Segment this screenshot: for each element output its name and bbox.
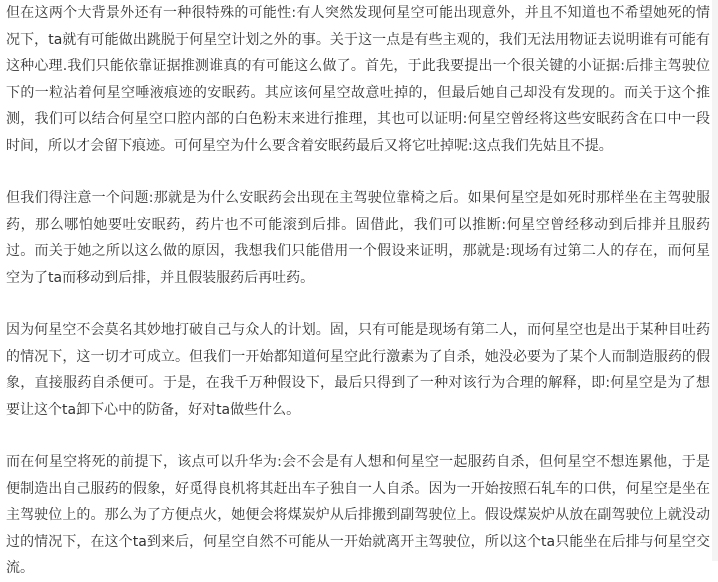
paragraph-1: 但在这两个大背景外还有一种很特殊的可能性:有人突然发现何星空可能出现意外，并且不知道也不希望她死的情况下，ta就有可能做出跳脱于何星空计划之外的事。关于这一点是有些主观的，我们无法用物证去说明谁有可能有这种心理.我们只能依靠证据推测谁真的有可能这么做了。首先，于此我要提出一个很关键的小证据:后排主驾驶位下的一粒沾着何星空唾液痕迹的安眠药。其应该何星空故意吐掉的，但最后她自己却没有发现的。而关于这个推测，我们可以结合何星空口腔内部的白色粉末来进行推理，其也可以证明:何星空曾经将这些安眠药含在口中一段时间，所以才会留下痕迹。可何星空为什么要含着安眠药最后又将它吐掉呢:这点我们先姑且不提。 xyxy=(6,5,710,154)
paragraph-spacer xyxy=(6,423,710,449)
scrollbar-track[interactable] xyxy=(712,0,718,561)
paragraph-4: 而在何星空将死的前提下，该点可以升华为:会不会是有人想和何星空一起服药自杀，但何星空不想连累他，于是便制造出自己服药的假象，好觅得良机将其赶出车子独自一人自杀。因为一开始按照石轧车的口供，何星空是坐在主驾驶位上的。那么为了方便点火，她便会将煤炭炉从后排搬到副驾驶位上。假设煤炭炉从放在副驾驶位上就没动过的情况下，在这个ta到来后，何星空自然不可能从一开始就离开主驾驶位，所以这个ta只能坐在后排与何星空交流。 xyxy=(6,454,710,576)
paragraph-spacer xyxy=(6,291,710,317)
paragraph-2: 但我们得注意一个问题:那就是为什么安眠药会出现在主驾驶位靠椅之后。如果何星空是如死时那样坐在主驾驶服药，那么哪怕她要吐安眠药，药片也不可能滚到后排。固借此，我们可以推断:何星空曾经移动到后排并且服药过。而关于她之所以这么做的原因，我想我们只能借用一个假设来证明，那就是:现场有过第二人的存在，而何星空为了ta而移动到后排，并且假装服药后再吐药。 xyxy=(6,190,710,286)
paragraph-3: 因为何星空不会莫名其妙地打破自己与众人的计划。固，只有可能是现场有第二人，而何星空也是出于某种目吐药的情况下，这一切才可成立。但我们一开始都知道何星空此行激素为了自杀，她没必要为了某个人而制造服药的假象，直接服药自杀便可。于是，在我千万种假设下，最后只得到了一种对该行为合理的解释，即:何星空是为了想要让这个ta卸下心中的防备，好对ta做些什么。 xyxy=(6,322,710,418)
article-body xyxy=(6,0,710,582)
paragraph-spacer xyxy=(6,159,710,185)
